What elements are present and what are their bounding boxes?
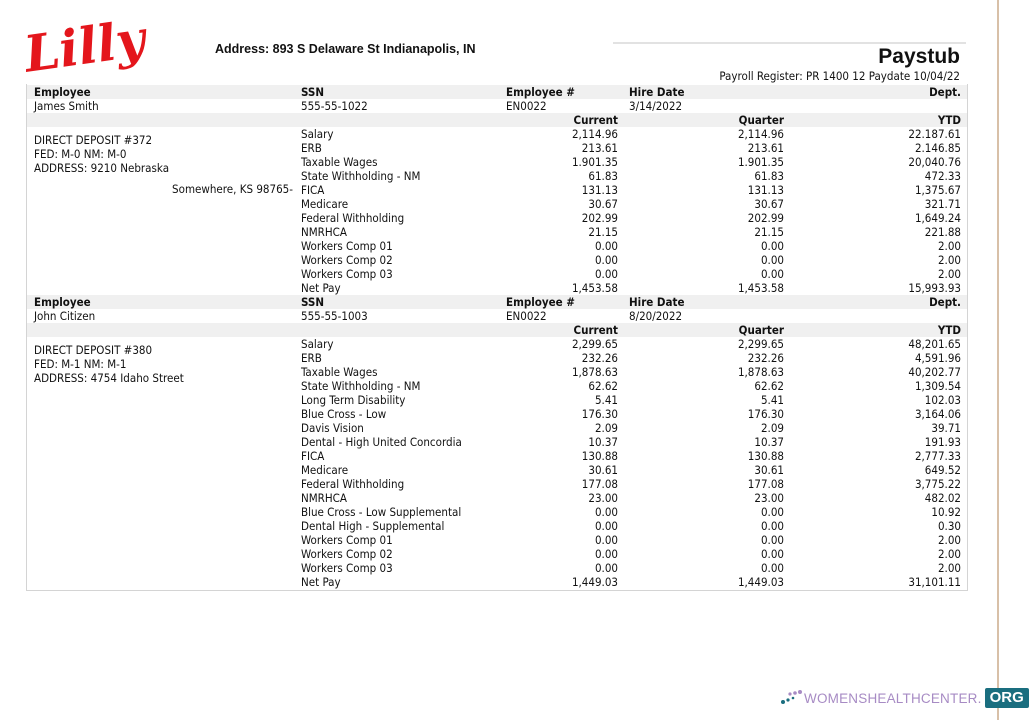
item-current: 131.13 (581, 183, 618, 197)
item-label: Medicare (301, 197, 349, 211)
employee-no-header: Employee # (506, 295, 575, 309)
item-current: 30.61 (588, 463, 618, 477)
hire-date-header: Hire Date (629, 85, 685, 99)
item-ytd: 15,993.93 (908, 281, 961, 295)
item-current: 2,114.96 (571, 127, 618, 141)
item-ytd: 2,777.33 (914, 449, 961, 463)
item-current: 1.901.35 (571, 155, 618, 169)
item-current: 177.08 (581, 477, 618, 491)
item-label: Blue Cross - Low (301, 407, 387, 421)
item-current: 213.61 (581, 141, 618, 155)
item-ytd: 4,591.96 (914, 351, 961, 365)
item-ytd: 482.02 (924, 491, 961, 505)
item-ytd: 2.146.85 (914, 141, 961, 155)
table-row (27, 155, 967, 169)
item-label: Workers Comp 02 (301, 253, 393, 267)
item-label: ERB (301, 351, 322, 365)
item-ytd: 2.00 (937, 239, 961, 253)
table-row (27, 519, 967, 533)
item-ytd: 2.00 (937, 533, 961, 547)
item-current: 0.00 (594, 253, 618, 267)
item-current: 232.26 (581, 351, 618, 365)
current-header: Current (573, 323, 618, 337)
table-row (27, 491, 967, 505)
item-ytd: 1,375.67 (914, 183, 961, 197)
footer-logo (780, 686, 1029, 710)
table-row (27, 561, 967, 575)
item-ytd: 39.71 (931, 421, 961, 435)
item-label: Workers Comp 02 (301, 547, 393, 561)
item-quarter: 0.00 (760, 267, 784, 281)
item-label: Salary (301, 337, 334, 351)
item-label: Dental - High United Concordia (301, 435, 462, 449)
item-current: 176.30 (581, 407, 618, 421)
table-row (27, 379, 967, 393)
amount-header-row (27, 113, 967, 127)
item-label: State Withholding - NM (301, 379, 421, 393)
item-current: 0.00 (594, 505, 618, 519)
item-current: 130.88 (581, 449, 618, 463)
employee-city: Somewhere, KS 98765- (172, 182, 293, 196)
table-row (27, 463, 967, 477)
item-label: State Withholding - NM (301, 169, 421, 183)
item-current: 30.67 (588, 197, 618, 211)
item-quarter: 10.37 (754, 435, 784, 449)
item-quarter: 61.83 (754, 169, 784, 183)
divider (613, 42, 966, 44)
item-ytd: 649.52 (924, 463, 961, 477)
ytd-header: YTD (937, 113, 961, 127)
item-ytd: 48,201.65 (908, 337, 961, 351)
lilly-logo (22, 6, 152, 86)
employee-row (27, 309, 967, 323)
item-ytd: 2.00 (937, 267, 961, 281)
item-quarter: 131.13 (747, 183, 784, 197)
page-edge (997, 0, 999, 720)
table-row (27, 211, 967, 225)
employee-number: EN0022 (506, 99, 547, 113)
company-address: Address: 893 S Delaware St Indianapolis, IN (215, 42, 476, 56)
dots-icon (780, 690, 802, 706)
deposit-info-line: ADDRESS: 4754 Idaho Street (34, 371, 184, 385)
item-ytd: 3,775.22 (914, 477, 961, 491)
table-row (27, 547, 967, 561)
item-quarter: 1.901.35 (737, 155, 784, 169)
item-ytd: 10.92 (931, 505, 961, 519)
item-label: Net Pay (301, 281, 341, 295)
item-current: 62.62 (588, 379, 618, 393)
item-label: Workers Comp 01 (301, 239, 393, 253)
item-quarter: 177.08 (747, 477, 784, 491)
page-title: Paystub (878, 45, 960, 68)
item-current: 2.09 (594, 421, 618, 435)
item-current: 0.00 (594, 519, 618, 533)
table-row (27, 253, 967, 267)
item-quarter: 0.00 (760, 239, 784, 253)
item-current: 1,878.63 (571, 365, 618, 379)
employee-header-row (27, 85, 967, 99)
item-label: Long Term Disability (301, 393, 406, 407)
item-quarter: 0.00 (760, 547, 784, 561)
table-row (27, 393, 967, 407)
item-ytd: 102.03 (924, 393, 961, 407)
item-label: Medicare (301, 463, 349, 477)
item-current: 23.00 (588, 491, 618, 505)
table-row (27, 169, 967, 183)
deposit-info-line: DIRECT DEPOSIT #372 (34, 133, 153, 147)
item-current: 61.83 (588, 169, 618, 183)
item-label: ERB (301, 141, 322, 155)
item-current: 1,449.03 (571, 575, 618, 589)
item-current: 2,299.65 (571, 337, 618, 351)
amount-header-row (27, 323, 967, 337)
item-label: FICA (301, 183, 325, 197)
employee-ssn: 555-55-1003 (301, 309, 368, 323)
hire-date-header: Hire Date (629, 295, 685, 309)
employee-row (27, 99, 967, 113)
item-label: Taxable Wages (301, 365, 378, 379)
table-row (27, 183, 967, 197)
item-current: 5.41 (594, 393, 618, 407)
table-row (27, 477, 967, 491)
item-current: 202.99 (581, 211, 618, 225)
item-ytd: 2.00 (937, 547, 961, 561)
item-quarter: 23.00 (754, 491, 784, 505)
quarter-header: Quarter (738, 323, 784, 337)
item-quarter: 5.41 (760, 393, 784, 407)
table-row (27, 533, 967, 547)
item-label: Workers Comp 01 (301, 533, 393, 547)
employee-hire-date: 3/14/2022 (629, 99, 683, 113)
current-header: Current (573, 113, 618, 127)
quarter-header: Quarter (738, 113, 784, 127)
table-row (27, 407, 967, 421)
item-label: Blue Cross - Low Supplemental (301, 505, 462, 519)
item-current: 0.00 (594, 239, 618, 253)
item-ytd: 40,202.77 (908, 365, 961, 379)
dept-header: Dept. (929, 295, 961, 309)
table-row (27, 281, 967, 295)
footer-site: WOMENSHEALTHCENTER. (804, 690, 982, 706)
item-current: 0.00 (594, 561, 618, 575)
ytd-header: YTD (937, 323, 961, 337)
item-quarter: 21.15 (754, 225, 784, 239)
employee-name: James Smith (34, 99, 99, 113)
item-quarter: 30.67 (754, 197, 784, 211)
item-ytd: 1,649.24 (914, 211, 961, 225)
table-row (27, 197, 967, 211)
item-ytd: 1,309.54 (914, 379, 961, 393)
item-quarter: 0.00 (760, 519, 784, 533)
employee-header: Employee (34, 295, 91, 309)
item-ytd: 191.93 (924, 435, 961, 449)
item-quarter: 2.09 (760, 421, 784, 435)
table-row (27, 365, 967, 379)
table-row (27, 421, 967, 435)
item-current: 0.00 (594, 533, 618, 547)
item-quarter: 0.00 (760, 561, 784, 575)
ssn-header: SSN (301, 295, 325, 309)
item-label: Net Pay (301, 575, 341, 589)
table-row (27, 435, 967, 449)
item-current: 1,453.58 (571, 281, 618, 295)
table-row (27, 337, 967, 351)
item-quarter: 202.99 (747, 211, 784, 225)
item-quarter: 2,299.65 (737, 337, 784, 351)
footer-tld: ORG (985, 688, 1029, 708)
deposit-info-line: FED: M-1 NM: M-1 (34, 357, 127, 371)
table-row (27, 449, 967, 463)
item-quarter: 62.62 (754, 379, 784, 393)
item-current: 0.00 (594, 267, 618, 281)
item-label: Workers Comp 03 (301, 561, 393, 575)
dept-header: Dept. (929, 85, 961, 99)
item-ytd: 221.88 (924, 225, 961, 239)
item-label: Taxable Wages (301, 155, 378, 169)
item-current: 10.37 (588, 435, 618, 449)
item-quarter: 232.26 (747, 351, 784, 365)
table-row (27, 351, 967, 365)
item-label: NMRHCA (301, 225, 347, 239)
item-ytd: 22.187.61 (908, 127, 961, 141)
item-ytd: 2.00 (937, 561, 961, 575)
item-ytd: 472.33 (924, 169, 961, 183)
item-quarter: 1,453.58 (737, 281, 784, 295)
employee-header: Employee (34, 85, 91, 99)
item-quarter: 130.88 (747, 449, 784, 463)
deposit-info-line: FED: M-0 NM: M-0 (34, 147, 127, 161)
ssn-header: SSN (301, 85, 325, 99)
table-row (27, 141, 967, 155)
employee-number: EN0022 (506, 309, 547, 323)
item-label: NMRHCA (301, 491, 347, 505)
item-label: Workers Comp 03 (301, 267, 393, 281)
table-row (27, 127, 967, 141)
item-label: Salary (301, 127, 334, 141)
table-row (27, 225, 967, 239)
employee-name: John Citizen (34, 309, 96, 323)
item-ytd: 321.71 (924, 197, 961, 211)
svg-text:Lilly: Lilly (20, 8, 149, 84)
item-quarter: 213.61 (747, 141, 784, 155)
employee-hire-date: 8/20/2022 (629, 309, 683, 323)
item-ytd: 20,040.76 (908, 155, 961, 169)
employee-ssn: 555-55-1022 (301, 99, 368, 113)
payroll-register: Payroll Register: PR 1400 12 Paydate 10/04/22 (719, 69, 960, 83)
item-quarter: 176.30 (747, 407, 784, 421)
item-quarter: 1,878.63 (737, 365, 784, 379)
employee-header-row (27, 295, 967, 309)
item-label: Dental High - Supplemental (301, 519, 445, 533)
item-quarter: 1,449.03 (737, 575, 784, 589)
item-ytd: 0.30 (937, 519, 961, 533)
item-label: Federal Withholding (301, 477, 405, 491)
table-row (27, 267, 967, 281)
deposit-info-line: DIRECT DEPOSIT #380 (34, 343, 153, 357)
item-current: 21.15 (588, 225, 618, 239)
table-row (27, 239, 967, 253)
deposit-info-line: ADDRESS: 9210 Nebraska (34, 161, 170, 175)
paystub-table (26, 84, 968, 591)
item-quarter: 0.00 (760, 253, 784, 267)
item-ytd: 3,164.06 (914, 407, 961, 421)
item-ytd: 31,101.11 (908, 575, 961, 589)
table-row (27, 505, 967, 519)
employee-no-header: Employee # (506, 85, 575, 99)
item-quarter: 30.61 (754, 463, 784, 477)
item-label: Federal Withholding (301, 211, 405, 225)
table-row (27, 575, 967, 589)
item-quarter: 0.00 (760, 533, 784, 547)
item-current: 0.00 (594, 547, 618, 561)
item-label: FICA (301, 449, 325, 463)
item-quarter: 0.00 (760, 505, 784, 519)
item-label: Davis Vision (301, 421, 364, 435)
item-quarter: 2,114.96 (737, 127, 784, 141)
item-ytd: 2.00 (937, 253, 961, 267)
